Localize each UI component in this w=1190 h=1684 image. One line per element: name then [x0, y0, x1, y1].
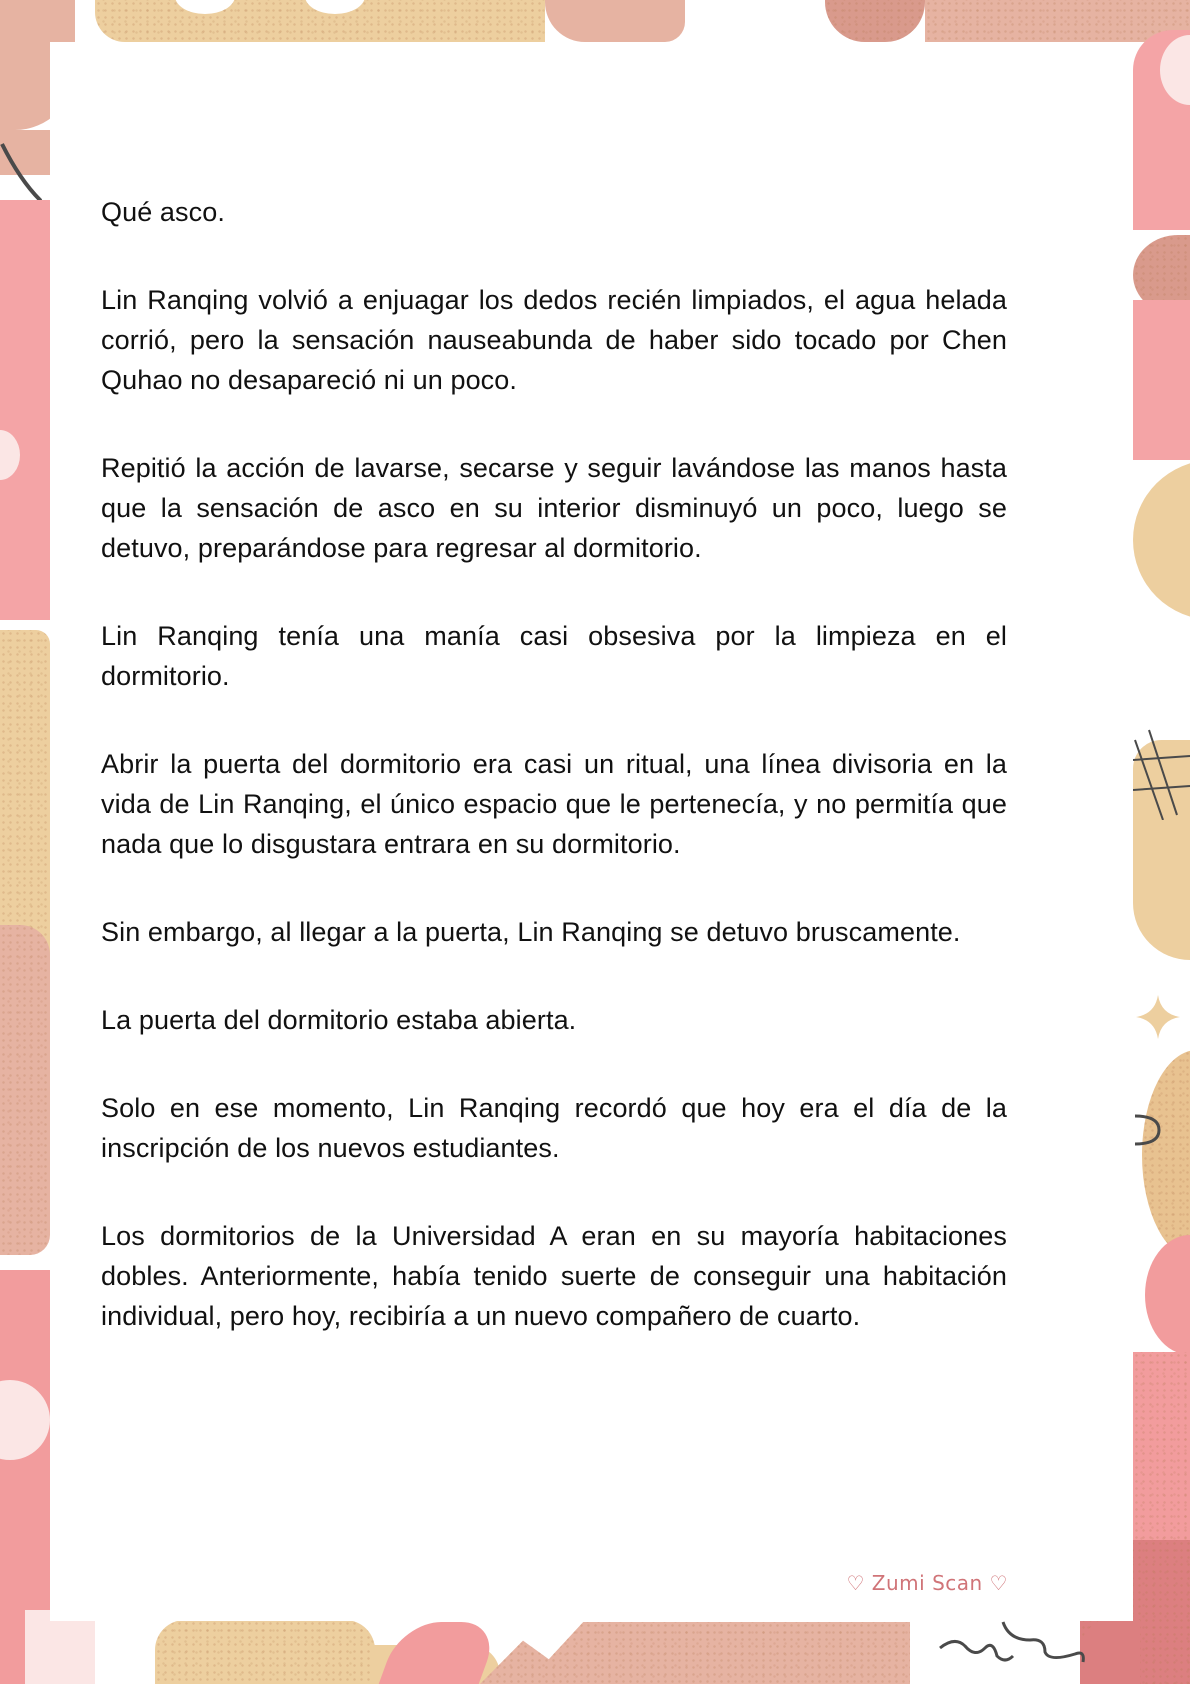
- paragraph: Lin Ranqing tenía una manía casi obsesiva por la limpieza en el dormitorio.: [101, 621, 1007, 691]
- bottom-sand-shape: [155, 1620, 375, 1684]
- document-page: [50, 42, 1133, 1621]
- left-peach-blob: [0, 925, 50, 1255]
- paragraph: Los dormitorios de la Universidad A eran en su mayoría habitaciones dobles. Anteriormente, había tenido suerte de conseguir una habitación individual, pero hoy, recibiría a un nuevo compañero de cuarto.: [101, 1221, 1007, 1331]
- sparkle-star-icon: [1136, 995, 1180, 1039]
- paragraph: Sin embargo, al llegar a la puerta, Lin Ranqing se detuvo bruscamente.: [101, 917, 961, 947]
- top-peach-blob-shape: [545, 0, 685, 42]
- paragraph: Qué asco.: [101, 197, 225, 227]
- squiggle-line-icon: [935, 1618, 1135, 1668]
- right-pink-panel-2: [1133, 300, 1190, 460]
- right-sand-arc: [1133, 460, 1190, 620]
- bottom-peach-mountain: [480, 1622, 910, 1684]
- document-body: [101, 192, 1007, 1384]
- right-open-circle-icon: [1133, 1110, 1163, 1150]
- scanlator-watermark: ♡ Zumi Scan ♡: [846, 1571, 1008, 1595]
- paragraph: Abrir la puerta del dormitorio era casi un ritual, una línea divisoria en la vida de Lin Ranqing, el único espacio que le pertenecía, y no permitía que nada que lo disgustara entrara en su dormitorio.: [101, 749, 1007, 859]
- top-right-rose-blob: [825, 0, 925, 42]
- left-blush-tri: [25, 1610, 95, 1684]
- paragraph: Solo en ese momento, Lin Ranqing recordó que hoy era el día de la inscripción de los nuevos estudiantes.: [101, 1093, 1007, 1163]
- paragraph: La puerta del dormitorio estaba abierta.: [101, 1005, 577, 1035]
- hash-mark-icon: [1133, 720, 1190, 820]
- paragraph: Lin Ranqing volvió a enjuagar los dedos recién limpiados, el agua helada corrió, pero la sensación nauseabunda de haber sido tocado por Chen Quhao no desapareció ni un poco.: [101, 285, 1007, 395]
- paragraph: Repitió la acción de lavarse, secarse y seguir lavándose las manos hasta que la sensación de asco en su interior disminuyó un poco, luego se detuvo, preparándose para regresar al dormitorio.: [101, 453, 1007, 563]
- left-pink-panel: [0, 200, 50, 620]
- left-sand-panel: [0, 630, 50, 960]
- right-pink-circle: [1145, 1235, 1190, 1355]
- right-sand-circle: [1142, 1050, 1190, 1260]
